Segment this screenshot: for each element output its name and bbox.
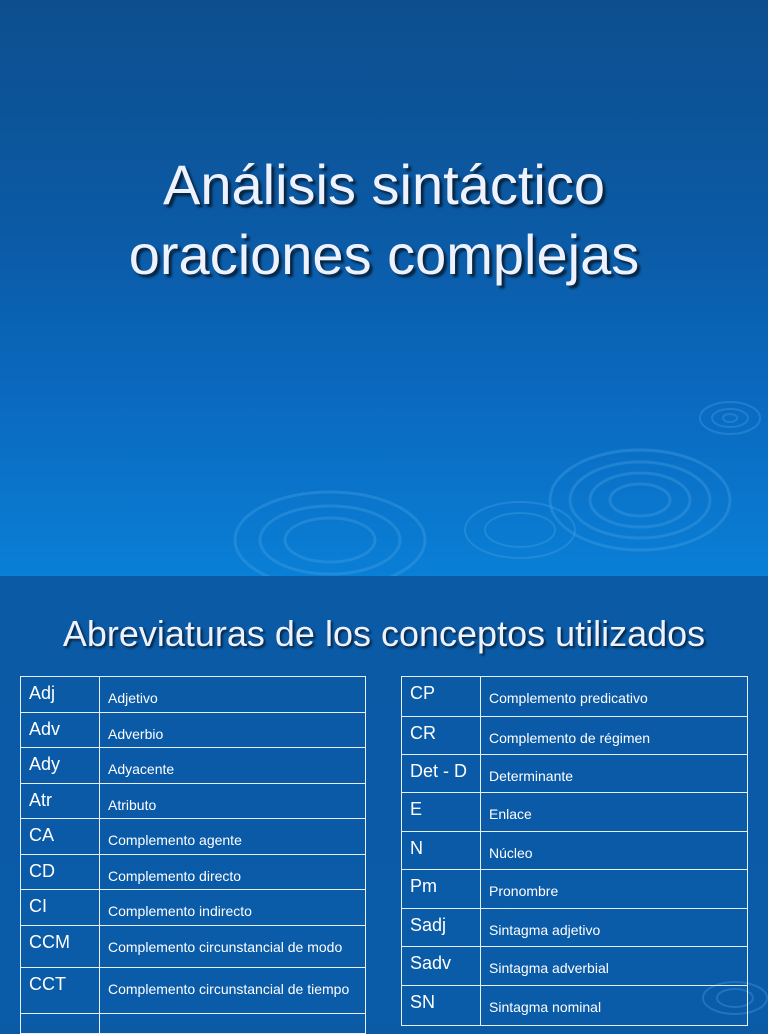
abbreviation-code: Det - D [402,755,481,793]
table-row [402,986,748,1026]
table-row [21,784,366,819]
abbreviations-title: Abreviaturas de los conceptos utilizados [62,613,706,654]
abbreviations-table-right [401,676,748,1026]
title-line-2: oraciones complejas [128,223,640,286]
table-row [402,832,748,870]
abbreviation-code: CR [402,717,481,755]
table-row [21,677,366,713]
abbreviation-code: Sadv [402,947,481,986]
abbreviation-description: Pronombre [481,870,748,909]
table-row [402,677,748,717]
abbreviation-description: Complemento directo [100,855,366,890]
abbreviation-code: CP [402,677,481,717]
abbreviation-description: Complemento indirecto [100,890,366,926]
abbreviation-description: Sintagma adjetivo [481,909,748,947]
abbreviation-code: N [402,832,481,870]
table-row [402,870,748,909]
abbreviation-code: E [402,793,481,832]
table-row [21,713,366,748]
table-row [402,947,748,986]
abbreviation-code: SN [402,986,481,1026]
abbreviation-code: Adv [21,713,100,748]
title-line-1: Análisis sintáctico [163,153,605,216]
table-row [21,819,366,855]
abbreviation-description: Adjetivo [100,677,366,713]
abbreviation-description: Complemento agente [100,819,366,855]
table-row [21,926,366,968]
abbreviation-description: Complemento circunstancial de tiempo [100,968,366,1014]
abbreviation-description: Adyacente [100,748,366,784]
abbreviation-code: Adj [21,677,100,713]
abbreviation-code: CCT [21,968,100,1014]
abbreviation-code: CCM [21,926,100,968]
abbreviation-description: Complemento circunstancial de modo [100,926,366,968]
abbreviation-code: Pm [402,870,481,909]
abbreviation-code: Atr [21,784,100,819]
abbreviation-code: CA [21,819,100,855]
abbreviations-table-left [20,676,366,1034]
table-row [21,855,366,890]
abbreviation-description: Núcleo [481,832,748,870]
abbreviation-code: CI [21,890,100,926]
abbreviation-code: Ady [21,748,100,784]
abbreviation-description: Complemento de régimen [481,717,748,755]
abbreviation-description: Sintagma adverbial [481,947,748,986]
abbreviation-description: Adverbio [100,713,366,748]
abbreviation-description: Enlace [481,793,748,832]
table-row [402,717,748,755]
table-row [21,968,366,1014]
table-row [21,748,366,784]
abbreviation-code: Sadj [402,909,481,947]
table-row [402,909,748,947]
abbreviation-description: Sintagma nominal [481,986,748,1026]
slide-title [0,150,768,290]
abbreviation-description: Complemento predicativo [481,677,748,717]
abbreviation-description: Atributo [100,784,366,819]
table-row [402,755,748,793]
table-row [21,890,366,926]
abbreviation-code: CD [21,855,100,890]
abbreviation-description: Determinante [481,755,748,793]
table-row [402,793,748,832]
